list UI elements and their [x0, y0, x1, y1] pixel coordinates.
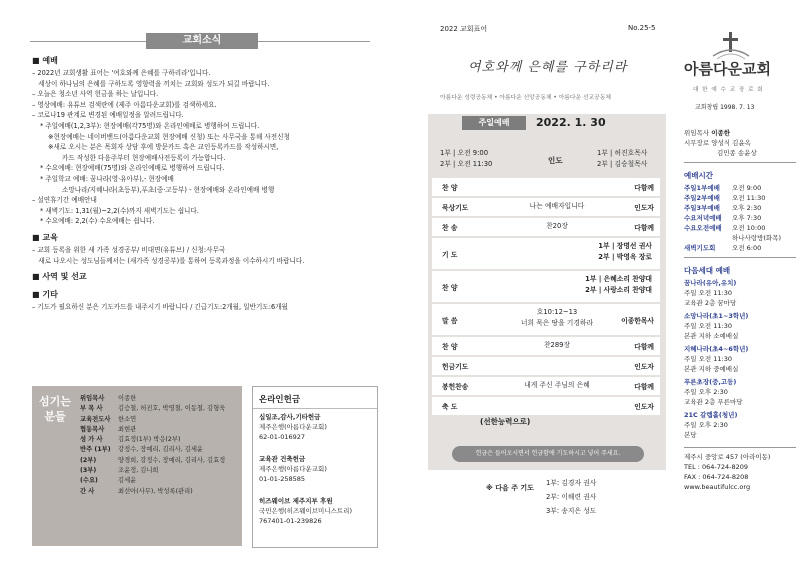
role-names: 김승철, 허진호, 박영철, 이동철, 김형욱: [118, 405, 226, 413]
order-content: 찬20장: [546, 222, 568, 230]
next-prayer-label: ※ 다음 주 기도: [486, 484, 534, 492]
group-detail: 주일 오전 11:30: [684, 322, 732, 330]
online-offering-box: [252, 386, 378, 548]
service-time: 오전 10:00: [732, 224, 766, 232]
group-detail: 본관 지하 소예배실: [684, 332, 739, 340]
divider: [684, 257, 796, 258]
order-item: 봉헌찬송: [442, 383, 469, 391]
news-line: – 교회 등록을 위한 새 가족 성경공부/ 비대면(유튜브) / 신청:사무국: [32, 245, 226, 254]
order-leader: 이종한목사: [621, 316, 654, 325]
role-row: [80, 445, 225, 455]
order-row: [432, 271, 660, 302]
group-detail: 본당: [684, 431, 697, 439]
role-names: 김세윤: [118, 477, 137, 485]
founded-date: 교회창립 1998. 7. 13: [695, 104, 755, 111]
role-row: [80, 404, 225, 414]
church-logo-icon: [711, 30, 751, 60]
service-name: 새벽기도회: [684, 244, 716, 252]
elders-2: 김민종 송윤상: [717, 149, 757, 157]
service-time: 오전 9:00: [732, 184, 762, 192]
account: [259, 497, 352, 526]
order-row: [432, 218, 660, 236]
address-line: TEL : 064-724-8209: [684, 463, 749, 471]
service-row: [684, 183, 796, 193]
order-leader: 인도자: [634, 204, 654, 212]
order-item: 찬 양: [442, 343, 458, 351]
order-leader: 다함께: [634, 343, 654, 351]
news-line: – 코로나19 관계로 변경된 예배일정을 알려드립니다.: [32, 111, 184, 120]
service-name: 수요오전예배: [684, 224, 722, 232]
news-line: – 영상예배: 유튜브 검색란에 (제주 아름다운교회)를 검색하세요.: [32, 100, 217, 109]
next-prayer-3: 3부: 송지은 성도: [546, 507, 597, 515]
service-row: [684, 203, 796, 213]
order-content: 찬289장: [543, 341, 571, 349]
group-detail: 주일 오전 11:30: [684, 289, 732, 297]
worship-title: 주일예배: [462, 116, 526, 130]
role-names: 최현관: [118, 425, 137, 433]
order-of-service: [432, 178, 660, 417]
news-line: 카드 작성한 다음주부터 현장예배사전등록이 가능합니다.: [62, 153, 226, 162]
account-number: 62-01-016927: [259, 432, 306, 441]
service-times: [440, 148, 492, 170]
year-motto-label: 2022 교회표어: [440, 25, 488, 33]
divider: [684, 162, 796, 163]
church-name: 아름다운교회: [684, 60, 771, 78]
news-line: ※현장예배는 네이버밴드(아름다운교회 현장예배 신청) 또는 사무국을 통해 사전신청: [48, 132, 290, 141]
role-row: [80, 425, 225, 435]
news-line: * 주일학교 예배: 꿈나라(영·유아부),- 현장예배: [40, 174, 174, 183]
group-name: 푸른초장(중,고등): [684, 378, 737, 386]
order-item: 찬 양: [442, 184, 458, 192]
order-leader: 인도자: [634, 403, 654, 411]
news-line: * 새벽기도: 1,31(월)~2,2(수)까지 새벽기도는 쉽니다.: [40, 206, 199, 215]
role-label: (3부): [80, 467, 97, 475]
account-bank: 제주은행(아름다운교회): [259, 422, 327, 431]
account-bank: 국민은행(히즈웨이브미니스트리): [259, 506, 352, 515]
denomination: 대 한 예 수 교 장 로 회: [693, 87, 764, 93]
news-line: 소망나라/지혜나라(초등부),푸초(중·고등부) - 현장예배와 온라인예배 병행: [62, 185, 275, 194]
order-row: [432, 238, 660, 269]
role-label: 성 가 사: [80, 436, 103, 444]
order-row: [432, 357, 660, 375]
account-number: 01-01-258585: [259, 474, 306, 483]
order-content: 호10:12~13 너희 묵은 땅을 기경하라: [520, 308, 594, 327]
group-detail: 주일 오후 2:30: [684, 388, 728, 396]
role-names: 이종한: [118, 395, 137, 402]
servants-title: 섬기는 분들: [39, 395, 71, 423]
order-item: 축 도: [442, 403, 458, 411]
role-names: 강정수, 장예리, 김리사, 김세윤: [118, 446, 204, 454]
role-row: [80, 487, 225, 497]
next-prayer-1: 1부: 김경자 권사: [546, 479, 597, 487]
role-row: [80, 456, 225, 466]
service-time: 오전 11:30: [732, 194, 766, 202]
order-row: [432, 198, 660, 216]
address-line: www.beautifulcc.org: [684, 483, 751, 491]
divider: [253, 408, 377, 409]
next-prayer-list: [546, 476, 596, 518]
news-line: * 수요예배: 현장예배(75명)와 온라인예배로 병행하여 드립니다.: [40, 164, 225, 173]
leader-label: 인도: [548, 156, 563, 165]
time-2: 2부 | 오전 11:30: [440, 160, 493, 168]
order-item: 기 도: [442, 250, 458, 259]
service-time: 오후 2:30: [732, 204, 762, 212]
news-body: [32, 54, 372, 317]
account-number: 767401-01-239826: [259, 516, 322, 525]
news-line: ※새로 오시는 분은 목회자 상담 후에 방문카드 혹은 교인등록카드를 작성하시면,: [48, 143, 279, 152]
role-label: 협동목사: [80, 425, 105, 433]
role-label: (수요): [80, 477, 98, 485]
leader-1: 1부 | 허진호목사: [597, 149, 648, 157]
issue-number: No.25-5: [628, 24, 656, 32]
role-row: [80, 435, 225, 445]
address-line: FAX : 064-724-8208: [684, 473, 749, 481]
order-item: 말 씀: [442, 316, 458, 325]
news-page: [0, 0, 392, 566]
pledge-song: (선한능력으로): [480, 417, 531, 426]
spacer: [684, 440, 796, 443]
time-1: 1부 | 오전 9:00: [440, 149, 489, 157]
online-title: 온라인헌금: [259, 395, 301, 405]
offering-notice: 헌금은 들어오시면서 헌금함에 기도하시고 넣어 주세요.: [452, 446, 644, 462]
service-row: [684, 213, 796, 223]
group-detail: 주일 오후 2:30: [684, 421, 728, 429]
account: [259, 455, 327, 484]
address-line: 제주시 중앙로 457 (아라이동): [684, 453, 771, 461]
order-item: 찬 양: [442, 283, 458, 292]
news-line: * 수요예배: 2,2(수) 수요예배는 쉽니다.: [40, 217, 155, 226]
service-time: 오후 7:30: [732, 214, 762, 222]
news-line: – 오늘은 청소년 사역 헌금을 하는 날입니다.: [32, 90, 159, 99]
account-bank: 제주은행(아름다운교회): [259, 464, 327, 473]
next-prayer-2: 2부: 이해련 권사: [546, 493, 597, 501]
news-line: * 주일예배(1,2,3부): 현장예배(각75명)와 온라인예배로 병행하여 드립니다.: [40, 121, 260, 130]
role-names: 한소연: [118, 415, 137, 423]
order-leader: 다함께: [634, 224, 654, 232]
order-item: 묵상기도: [442, 204, 469, 212]
order-row: [432, 304, 660, 335]
role-names: 조윤정, 김니희: [118, 467, 159, 475]
order-item: 찬 송: [442, 224, 458, 232]
roles-list: [80, 394, 225, 497]
role-label: 간 사: [80, 487, 95, 495]
section-heading: ■ 교육: [32, 232, 58, 242]
divider: [684, 447, 796, 448]
leader-2: 2부 | 김승철목사: [597, 160, 648, 168]
order-row: [432, 178, 660, 196]
group-name: 지혜나라(초4~6학년): [684, 345, 749, 353]
news-line: – 설연휴기간 예배안내: [32, 196, 97, 205]
service-row: [684, 243, 796, 253]
service-row: [684, 223, 796, 233]
sidebar-info: [684, 128, 796, 492]
role-label: 부 목 사: [80, 405, 103, 413]
service-time-heading: 예배시간: [684, 171, 713, 180]
role-names: 김효정(1부) 박응(2부): [118, 436, 181, 444]
order-leader: 다함께: [634, 383, 654, 391]
section-heading: ■ 사역 및 선교: [32, 272, 87, 282]
service-row: [684, 193, 796, 203]
role-row: [80, 466, 225, 476]
account-name: 교육관 건축헌금: [259, 455, 306, 463]
news-line: 세상이 하나님의 은혜를 구하도록 영향력을 끼치는 교회와 성도가 되길 바랍니다.: [32, 79, 270, 88]
news-title: 교회소식: [146, 33, 258, 49]
group-detail: 교육관 2층 푸른마당: [684, 398, 743, 406]
worship-date: 2022. 1. 30: [536, 116, 606, 129]
news-line: – 2022년 교회생활 표어는 '여호와께 은혜를 구하리라'입니다.: [32, 69, 211, 77]
order-item: 헌금기도: [442, 363, 469, 371]
order-content: 1부 | 장명선 권사 2부 | 박영옥 장로: [598, 242, 652, 261]
elders-label: 시무장로: [684, 139, 710, 147]
slogan: 여호와께 은혜를 구하리라: [468, 60, 628, 75]
servants-box: [32, 386, 242, 546]
news-line: 새로 나오시는 성도님들께서는 (새가족 성경공부)를 통하여 등록과정을 이수하시기 바랍니다.: [32, 256, 305, 265]
order-row: [432, 337, 660, 355]
account-name: 십일조,감사,기타헌금: [259, 413, 321, 421]
service-time: 오전 6:00: [732, 244, 762, 252]
role-label: 반주 (1부): [80, 446, 111, 454]
group-detail: 주일 오전 11:30: [684, 355, 732, 363]
order-content: 내게 주신 주님의 은혜: [524, 381, 590, 389]
role-names: 최선아(사무), 박성록(관리): [118, 487, 193, 495]
role-row: [80, 415, 225, 425]
service-name: 주일2부예배: [684, 194, 720, 202]
section-heading: ■ 예배: [32, 56, 58, 65]
group-name: 꿈나라(유아,유치): [684, 279, 737, 287]
account-name: 히즈웨이브 제주지부 후원: [259, 497, 333, 505]
service-row: [684, 233, 796, 243]
section-heading: ■ 기타: [32, 290, 58, 300]
role-label: 교육전도사: [80, 415, 111, 423]
group-detail: 교육관 2층 꿈마당: [684, 299, 737, 307]
service-name: 주일1부예배: [684, 184, 720, 192]
order-content: 나는 예배자입니다: [529, 202, 585, 210]
elders-1: 양성식 김윤옥: [711, 139, 751, 147]
service-time: 하나사랑방(화목): [732, 234, 782, 242]
group-detail: 본관 지하 중예배실: [684, 365, 739, 373]
role-label: 위임목사: [80, 395, 105, 402]
order-content: 1부 | 은혜소리 찬양대 2부 | 사랑소리 찬양대: [585, 275, 652, 294]
pastor-name: 이종한: [711, 129, 731, 137]
spacer: [32, 313, 372, 317]
group-name: 소망나라(초1~3학년): [684, 312, 749, 320]
service-name: 주일3부예배: [684, 204, 720, 212]
order-leader: 다함께: [634, 184, 654, 192]
role-label: (2부): [80, 456, 97, 464]
service-leaders: [597, 148, 647, 170]
next-gen-heading: 다음세대 예배: [684, 266, 731, 275]
order-row: [432, 397, 660, 415]
pastor-label: 위임목사: [684, 129, 710, 137]
mottos: 아름다운 성령공동체 • 아름다운 신앙공동체 • 아름다운 선교공동체: [440, 95, 611, 101]
news-line: – 기도가 필요하신 분은 기도카드를 내주시기 바랍니다 / 긴급기도:2개월, 일반기도:6개월: [32, 303, 288, 312]
account: [259, 413, 327, 442]
group-name: 21C 갈렙홀(청년): [684, 411, 738, 419]
role-names: 양경희, 강정수, 장예리, 김리사, 김효정: [118, 456, 226, 464]
role-row: [80, 476, 225, 486]
role-row: [80, 394, 225, 404]
order-row: [432, 377, 660, 395]
service-name: 수요저녁예배: [684, 214, 722, 222]
order-leader: 인도자: [634, 363, 654, 371]
